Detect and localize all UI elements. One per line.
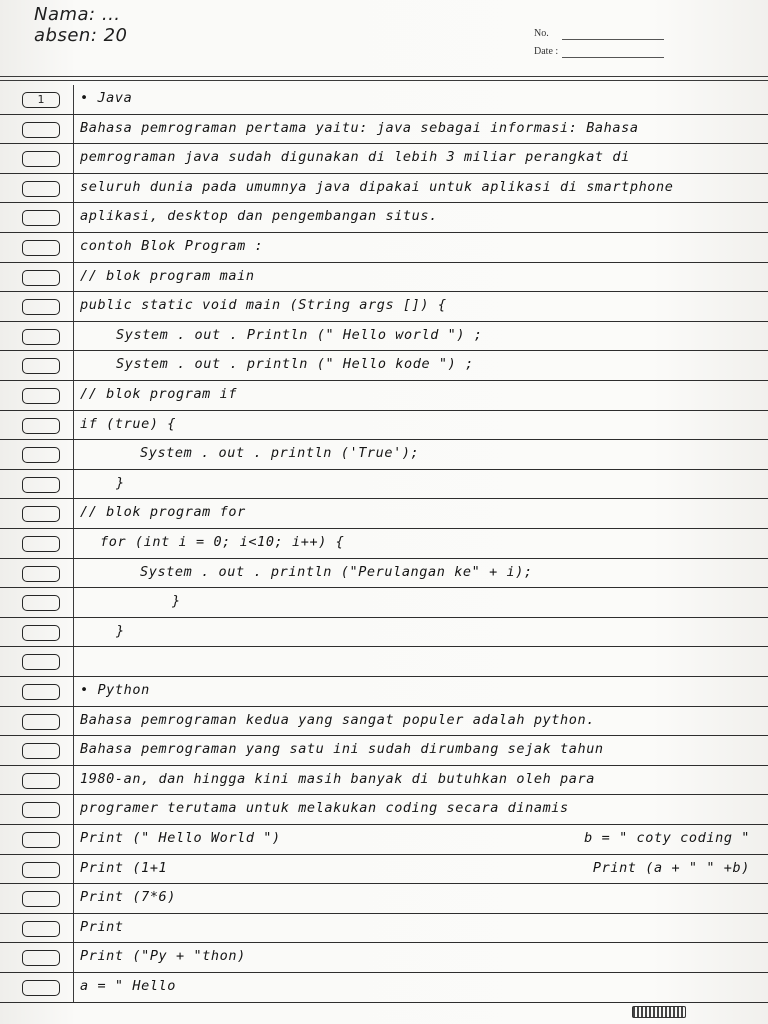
notebook-line — [0, 855, 768, 885]
margin-line — [73, 707, 74, 736]
notebook-line — [0, 795, 768, 825]
margin-line — [73, 292, 74, 321]
margin-line — [73, 943, 74, 972]
margin-line — [73, 795, 74, 824]
margin-line — [73, 263, 74, 292]
line-number-box — [22, 418, 60, 434]
no-label: No. — [534, 28, 549, 39]
notebook-line — [0, 529, 768, 559]
notebook-line — [0, 825, 768, 855]
margin-line — [73, 855, 74, 884]
margin-line — [73, 115, 74, 144]
line-number-box — [22, 151, 60, 167]
handwritten-text: public static void main (String args []) { — [80, 297, 447, 314]
line-number-box — [22, 358, 60, 374]
handwritten-text: for (int i = 0; i<10; i++) { — [100, 534, 345, 550]
handwritten-text: programer terutama untuk melakukan coding secara dinamis — [80, 800, 569, 817]
handwritten-text: aplikasi, desktop dan pengembangan situs. — [80, 208, 438, 225]
line-number-box — [22, 950, 60, 966]
ruled-lines — [0, 85, 768, 1003]
margin-line — [73, 825, 74, 854]
notebook-line — [0, 203, 768, 233]
margin-line — [73, 736, 74, 765]
margin-line — [73, 588, 74, 617]
header-rule — [0, 76, 768, 77]
line-number-box — [22, 122, 60, 138]
line-number-box — [22, 270, 60, 286]
margin-line — [73, 884, 74, 913]
line-number-box — [22, 299, 60, 315]
notebook-line — [0, 618, 768, 648]
notebook-line — [0, 559, 768, 589]
line-number-box — [22, 210, 60, 226]
handwritten-text: seluruh dunia pada umumnya java dipakai untuk aplikasi di smartphone — [80, 178, 674, 195]
handwritten-text: a = " Hello — [80, 978, 177, 994]
handwritten-text: System . out . Println (" Hello world ") ; — [116, 326, 483, 343]
handwritten-text: 1980-an, dan hingga kini masih banyak di butuhkan oleh para — [80, 770, 595, 787]
notebook-line — [0, 411, 768, 441]
handwritten-text: Print (" Hello World ") — [80, 830, 281, 846]
line-number-box — [22, 447, 60, 463]
line-number-box — [22, 388, 60, 404]
margin-line — [73, 85, 74, 114]
line-number-box — [22, 743, 60, 759]
line-number-box — [22, 862, 60, 878]
line-number-box — [22, 181, 60, 197]
no-field — [534, 28, 674, 42]
date-label: Date : — [534, 46, 559, 57]
handwritten-text: Bahasa pemrograman kedua yang sangat populer adalah python. — [80, 711, 595, 728]
line-number-box — [22, 595, 60, 611]
margin-line — [73, 203, 74, 232]
margin-line — [73, 647, 74, 676]
handwritten-text: // blok program for — [80, 504, 246, 521]
notebook-line — [0, 381, 768, 411]
notebook-line — [0, 322, 768, 352]
handwritten-text: System . out . println (" Hello kode ") ; — [116, 356, 474, 373]
notebook-line — [0, 736, 768, 766]
notebook-line — [0, 707, 768, 737]
margin-line — [73, 559, 74, 588]
handwritten-side-note: b = " coty coding " — [584, 830, 750, 846]
notebook-line — [0, 588, 768, 618]
notebook-line — [0, 973, 768, 1003]
margin-line — [73, 529, 74, 558]
line-number-box — [22, 714, 60, 730]
notebook-line — [0, 766, 768, 796]
handwritten-text: } — [172, 593, 181, 610]
margin-line — [73, 973, 74, 1002]
line-number-box — [22, 773, 60, 789]
line-number-box — [22, 506, 60, 522]
brand-stamp — [632, 1006, 686, 1018]
line-number-box — [22, 921, 60, 937]
margin-line — [73, 233, 74, 262]
line-number-box — [22, 980, 60, 996]
student-name: Nama: ... — [34, 4, 121, 25]
notebook-line — [0, 470, 768, 500]
margin-line — [73, 411, 74, 440]
date-field — [534, 46, 674, 60]
line-number-box — [22, 477, 60, 493]
line-number-box — [22, 891, 60, 907]
notebook-line — [0, 144, 768, 174]
margin-line — [73, 322, 74, 351]
margin-line — [73, 470, 74, 499]
handwritten-text: } — [116, 622, 125, 639]
notebook-line — [0, 914, 768, 944]
line-number-box — [22, 654, 60, 670]
line-number-box — [22, 566, 60, 582]
notebook-line — [0, 884, 768, 914]
line-number-box — [22, 832, 60, 848]
handwritten-text: pemrograman java sudah digunakan di lebih 3 miliar perangkat di — [80, 149, 630, 166]
handwritten-text: System . out . println ("Perulangan ke" + i); — [140, 563, 533, 580]
handwritten-text: // blok program main — [80, 267, 255, 284]
notebook-line — [0, 263, 768, 293]
margin-line — [73, 499, 74, 528]
handwritten-text: // blok program if — [80, 386, 238, 402]
handwritten-text: • Java — [80, 90, 133, 106]
line-number-box — [22, 329, 60, 345]
handwritten-text: Print ("Py + "thon) — [80, 948, 246, 965]
handwritten-text: Print (1+1 — [80, 859, 168, 876]
line-number-box — [22, 802, 60, 818]
handwritten-side-note: Print (a + " " +b) — [592, 859, 750, 876]
margin-line — [73, 351, 74, 380]
handwritten-text: Print — [80, 918, 124, 935]
line-number-box: 1 — [22, 92, 60, 108]
handwritten-text: Bahasa pemrograman yang satu ini sudah dirumbang sejak tahun — [80, 741, 604, 758]
notebook-line — [0, 943, 768, 973]
line-number-box — [22, 625, 60, 641]
handwritten-text: Print (7*6) — [80, 889, 177, 906]
notebook-line — [0, 647, 768, 677]
margin-line — [73, 618, 74, 647]
handwritten-text: System . out . println ('True'); — [140, 445, 420, 462]
line-number-box — [22, 240, 60, 256]
margin-line — [73, 144, 74, 173]
margin-line — [73, 440, 74, 469]
line-number-box — [22, 684, 60, 700]
notebook-line — [0, 351, 768, 381]
handwritten-text: • Python — [80, 682, 150, 698]
handwritten-text: Bahasa pemrograman pertama yaitu: java sebagai informasi: Bahasa — [80, 119, 639, 136]
notebook-line — [0, 85, 768, 115]
margin-line — [73, 914, 74, 943]
line-number-box — [22, 536, 60, 552]
handwritten-text: contoh Blok Program : — [80, 238, 264, 254]
notebook-line — [0, 115, 768, 145]
notebook-line — [0, 499, 768, 529]
handwritten-text: } — [116, 474, 125, 491]
notebook-line — [0, 292, 768, 322]
handwritten-text: if (true) { — [80, 415, 177, 432]
notebook-line — [0, 440, 768, 470]
notebook-line — [0, 233, 768, 263]
margin-line — [73, 174, 74, 203]
margin-line — [73, 677, 74, 706]
header-rule — [0, 80, 768, 81]
student-absen: absen: 20 — [34, 25, 128, 46]
notebook-line — [0, 677, 768, 707]
margin-line — [73, 381, 74, 410]
margin-line — [73, 766, 74, 795]
notebook-line — [0, 174, 768, 204]
